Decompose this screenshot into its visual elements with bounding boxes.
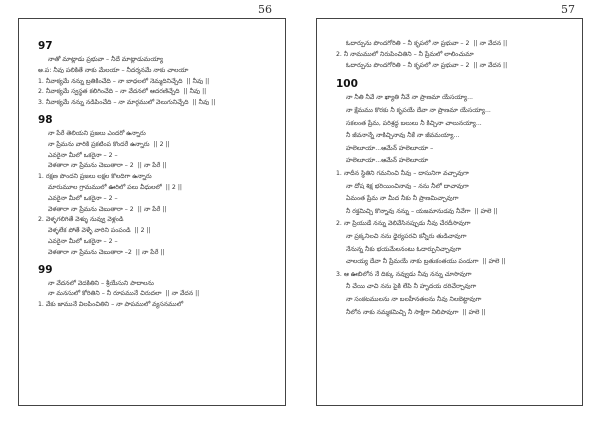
song-number: 99 bbox=[38, 263, 53, 276]
refrain-marker: || నా వేదన || bbox=[473, 40, 508, 47]
line-text: 2. నీ నామములో నిరుపించితిని – నీ ప్రేమలో లాలించుమా bbox=[336, 50, 474, 58]
song-line bbox=[346, 107, 491, 115]
line-text: 3. నీవాక్యమే నన్ను నడిపించేది – నా మార్గములో వెలుగునిచ్చేది bbox=[38, 99, 189, 107]
song-line bbox=[346, 157, 428, 165]
line-text: ఎవరైనా మీలో ఒకరైనా – 2 – bbox=[48, 238, 118, 245]
song-line bbox=[346, 195, 458, 203]
line-text: చాలయ్య దేవా నీ ప్రేమయే నాకు బ్రతుకంతయు పండుగా bbox=[346, 258, 479, 266]
song-line bbox=[336, 220, 470, 228]
song-line bbox=[346, 94, 473, 102]
song-line bbox=[346, 246, 461, 254]
line-text: నా ప్రేమను వారికి ప్రకటింప కొందరే ఉన్నారు bbox=[48, 140, 150, 148]
line-text: వెళ్ళలేక పోతే వెళ్ళే వారిని పంపండి bbox=[48, 227, 131, 235]
line-text: 2. నా ప్రియుడే నన్ను వెలివేసినప్పుడు నీవు చేరదీసావుగా bbox=[336, 220, 471, 228]
song-line bbox=[346, 309, 486, 317]
song-line bbox=[336, 271, 471, 279]
line-text: 1. వేకు జామునే విలపించితిని – నా పాపములో వ్యసనములో bbox=[38, 301, 184, 309]
refrain-marker: || హలె || bbox=[482, 258, 506, 266]
line-text: ఎవరైనా మీలో ఒకరైనా – 2 – bbox=[48, 194, 118, 202]
line-text: నా సంకటములను నా బలహీనతలను నీవు నిలబెట్టావుగా bbox=[346, 296, 482, 303]
song-line bbox=[38, 216, 123, 224]
line-text: నీలోన నాకు నమ్మకమిచ్చి నీ సాక్షిగా నిలిపావుగా bbox=[346, 308, 459, 316]
line-text: నేనున్న నీకు భయమేలనంటు ఓదార్పునిచ్చావుగా bbox=[346, 245, 462, 253]
line-text: ఓదార్పును పొందగోరితి – నీ కృపలో నా ప్రభువా – 2 bbox=[346, 40, 470, 47]
line-text: సకలంత ప్రేమ, పరిశ్రద్ధ బలులు నీ కిచ్చినా చాలునయ్యా... bbox=[346, 119, 482, 127]
line-text: నా మనసులో కోరితిని – నీ రూపమునే చిరుదలా bbox=[48, 290, 162, 298]
refrain-marker: || నీవు || bbox=[186, 77, 210, 85]
song-line bbox=[346, 40, 507, 48]
refrain-marker: || 2 || bbox=[153, 140, 170, 148]
song-line bbox=[48, 280, 154, 288]
refrain-marker: || నా పేరే || bbox=[137, 162, 167, 170]
line-text: నా ప్రక్కనిలచి నను ధైర్యపరచి కన్నీరు తుడిచావుగా bbox=[346, 233, 467, 240]
refrain-marker: || హలె || bbox=[462, 308, 486, 316]
song-number: 97 bbox=[38, 40, 53, 52]
line-text: 1. నీవాక్యమే నన్ను బ్రతికించేది – నా బాధలలో నెమ్మదినిచ్చేది bbox=[38, 77, 183, 85]
song-line bbox=[48, 152, 118, 160]
refrain-marker: || 2 || bbox=[165, 184, 183, 191]
refrain-marker: || 2 || bbox=[134, 227, 151, 235]
refrain-marker: || హలె || bbox=[474, 207, 498, 215]
song-line bbox=[38, 78, 209, 86]
line-text: హలెలూయా...ఆమేన్ హలెలూయా bbox=[346, 157, 429, 165]
line-text: వెళతారా నా ప్రేమను చెబుతారా – 2 bbox=[48, 205, 134, 213]
song-line bbox=[346, 183, 469, 191]
line-text: నా క్షేమము కొరకు నీ కృపయే దేవా నా ప్రాణమా యేసయ్యా... bbox=[346, 107, 491, 114]
song-line bbox=[346, 208, 498, 216]
right-page-number: 57 bbox=[561, 3, 575, 16]
song-number: 98 bbox=[38, 114, 53, 126]
line-text: 3. ఆ ఊబిలోన నే దిక్కు నవ్వుడు నీవు నన్ను చూసావుగా bbox=[336, 270, 472, 278]
song-line bbox=[48, 290, 199, 298]
line-text: ఎవరైనా మీలో ఒకరైనా – 2 – bbox=[48, 151, 118, 159]
song-line bbox=[48, 206, 166, 214]
line-text: హలెలూయా...ఆమేన్ హలెలూయా – bbox=[346, 144, 434, 152]
song-line bbox=[48, 195, 118, 203]
song-line bbox=[48, 162, 166, 170]
song-line bbox=[346, 62, 507, 70]
song-line bbox=[346, 145, 433, 153]
song-line bbox=[38, 301, 183, 309]
song-line bbox=[346, 132, 459, 140]
song-line bbox=[48, 56, 163, 64]
line-text: 2. వెళ్ళగలిగితే వెళ్ళు నువ్వు వెళ్లండి bbox=[38, 216, 124, 224]
line-text: నా పేరే తెలియని ప్రజలు ఎందరో ఉన్నారు bbox=[48, 130, 146, 137]
line-text: నా నీతి నీవే నా ఖ్యాతి నీవే నా ప్రాణమా యేసయ్యా... bbox=[346, 94, 474, 102]
song-number: 100 bbox=[336, 78, 358, 91]
line-text: నీ చేయి చాచి నను పైకి లేపి నీ హృదయ దరిచేర్చావుగా bbox=[346, 283, 477, 291]
line-text: 1. నాదీన స్థితిని గమనించి నీవు – దాసునిగా వచ్చావుగా bbox=[336, 170, 469, 177]
song-line bbox=[48, 130, 146, 138]
song-line bbox=[38, 88, 206, 96]
line-text: వెళతారా నా ప్రేమను చెబుతారా –2 bbox=[48, 248, 132, 256]
line-text: ఏమంత ప్రేమ నా మీద నీకు నీ ప్రాణమిచ్చావుగా bbox=[346, 195, 459, 203]
song-line bbox=[48, 238, 118, 246]
line-text: నీ రక్తమిచ్చి కొన్నావు నన్ను – యజమానుడవు నీవేగా bbox=[346, 207, 471, 215]
line-text: నా దోష శిక్ష భరియించినావు – నను నీలో దాచావుగా bbox=[346, 182, 469, 190]
song-line bbox=[336, 51, 474, 59]
line-text: 1. రక్షణ పొందని ప్రజలు లక్షల కొలదిగా ఉన్నారు bbox=[38, 173, 152, 181]
refrain-marker: || నా పేరే || bbox=[137, 205, 167, 213]
line-text: 2. నీవాక్యమే స్వస్థత కలిగించేది – నా వేదనలో ఆదరణిచ్చేది bbox=[38, 88, 180, 96]
refrain-marker: || నా వేదన || bbox=[165, 290, 200, 298]
line-text: నాతో మాట్లాడు ప్రభువా – నీదే మాట్లాడుమయ్యా bbox=[48, 56, 164, 63]
left-page-number: 56 bbox=[258, 3, 272, 16]
refrain-marker: || నీవు || bbox=[183, 88, 207, 96]
line-text: వెళతారా నా ప్రేమను చెబుతారా – 2 bbox=[48, 162, 134, 170]
song-line bbox=[48, 141, 170, 149]
song-line bbox=[38, 67, 188, 75]
song-line bbox=[336, 170, 469, 178]
refrain-marker: || నా పేరే || bbox=[135, 248, 165, 256]
song-line bbox=[346, 120, 482, 128]
song-line bbox=[48, 184, 182, 192]
song-line bbox=[38, 173, 152, 181]
song-line bbox=[346, 283, 476, 291]
refrain-marker: || నా వేదన || bbox=[473, 61, 508, 69]
line-text: నీ జీవనాన్నే నాకిచ్చినావు నీకే నా జీవమయ్యా... bbox=[346, 132, 460, 140]
song-line bbox=[346, 258, 506, 266]
song-line bbox=[48, 227, 151, 235]
line-text: మారుమూల గ్రామములో ఊరిలో పలు వీధులలో bbox=[48, 184, 162, 191]
refrain-marker: || నీవు || bbox=[192, 99, 216, 107]
song-line bbox=[346, 233, 466, 241]
song-line bbox=[38, 99, 215, 107]
song-line bbox=[48, 249, 165, 257]
line-text: అ.ప: నీవు పలికితే నాకు మేలయా – నీదర్శనమే నాకు చాలయా bbox=[38, 66, 189, 74]
line-text: ఓదార్పును పొందగోరితి – నీ కృపలో నా ప్రభువా – 2 bbox=[346, 61, 470, 69]
song-line bbox=[346, 296, 481, 304]
line-text: నా వేదనలో వెదకితిని – శ్రీయేసుని పాదాలను bbox=[48, 279, 154, 287]
